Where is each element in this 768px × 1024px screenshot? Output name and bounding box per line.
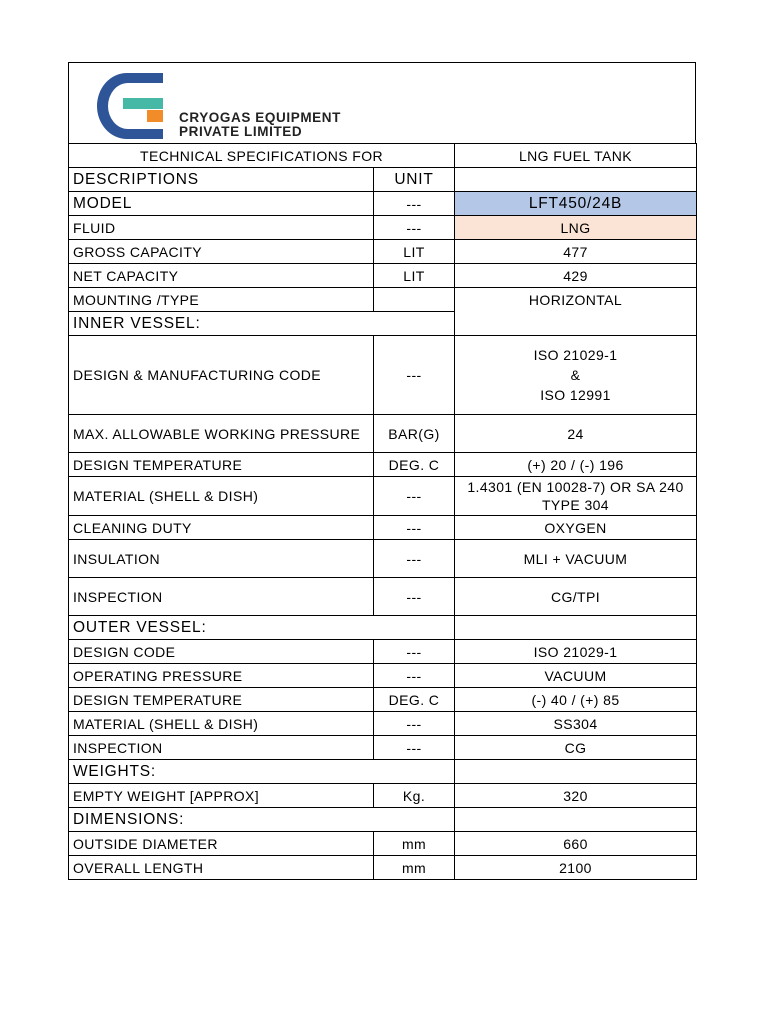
row-label: MATERIAL (SHELL & DISH) <box>69 712 374 736</box>
row-label: DESIGN TEMPERATURE <box>69 688 374 712</box>
company-logo <box>97 73 169 139</box>
row-unit: BAR(G) <box>374 415 455 453</box>
row-value: OXYGEN <box>455 516 697 540</box>
column-header-row <box>69 168 697 192</box>
value-line: TYPE 304 <box>541 497 609 513</box>
row-inner-design-temp <box>69 453 697 477</box>
row-label: NET CAPACITY <box>69 264 374 288</box>
row-unit: --- <box>374 216 455 240</box>
spec-sheet <box>68 62 696 880</box>
row-gross-capacity <box>69 240 697 264</box>
row-label: MATERIAL (SHELL & DISH) <box>69 477 374 516</box>
row-label: CLEANING DUTY <box>69 516 374 540</box>
row-label: MODEL <box>69 192 374 216</box>
row-unit: Kg. <box>374 784 455 808</box>
product-name: LNG FUEL TANK <box>455 144 697 168</box>
row-label: EMPTY WEIGHT [APPROX] <box>69 784 374 808</box>
row-value: HORIZONTAL <box>455 288 697 336</box>
row-unit: --- <box>374 516 455 540</box>
row-unit: --- <box>374 736 455 760</box>
row-label: DESIGN & MANUFACTURING CODE <box>69 336 374 415</box>
row-label: INSPECTION <box>69 578 374 616</box>
row-label: FLUID <box>69 216 374 240</box>
row-value: CG/TPI <box>455 578 697 616</box>
logo-header <box>68 62 696 143</box>
row-unit: mm <box>374 832 455 856</box>
empty-cell <box>455 616 697 640</box>
value-line: 1.4301 (EN 10028-7) OR SA 240 <box>467 479 684 495</box>
row-mounting <box>69 288 697 312</box>
row-value: VACUUM <box>455 664 697 688</box>
value-line: ISO 12991 <box>540 387 611 403</box>
row-value: 2100 <box>455 856 697 880</box>
row-unit: LIT <box>374 240 455 264</box>
row-unit: --- <box>374 664 455 688</box>
row-unit: DEG. C <box>374 453 455 477</box>
row-inner-cleaning <box>69 516 697 540</box>
row-inner-insulation <box>69 540 697 578</box>
row-value: 320 <box>455 784 697 808</box>
section-title: OUTER VESSEL: <box>69 616 455 640</box>
row-outer-material <box>69 712 697 736</box>
row-label: OPERATING PRESSURE <box>69 664 374 688</box>
row-value: 24 <box>455 415 697 453</box>
row-value: CG <box>455 736 697 760</box>
value-line: & <box>570 367 581 383</box>
row-inner-material <box>69 477 697 516</box>
section-weights <box>69 760 697 784</box>
row-outer-design-code <box>69 640 697 664</box>
row-label: OUTSIDE DIAMETER <box>69 832 374 856</box>
row-unit: --- <box>374 540 455 578</box>
empty-cell <box>455 760 697 784</box>
company-name-line2: PRIVATE LIMITED <box>179 124 303 139</box>
row-unit <box>374 288 455 312</box>
title-row <box>69 144 697 168</box>
row-value: SS304 <box>455 712 697 736</box>
row-outer-design-temp <box>69 688 697 712</box>
row-value: (-) 40 / (+) 85 <box>455 688 697 712</box>
row-label: DESIGN TEMPERATURE <box>69 453 374 477</box>
row-inner-mawp <box>69 415 697 453</box>
model-value: LFT450/24B <box>455 192 697 216</box>
spec-title: TECHNICAL SPECIFICATIONS FOR <box>69 144 455 168</box>
row-unit: --- <box>374 640 455 664</box>
row-empty-weight <box>69 784 697 808</box>
row-net-capacity <box>69 264 697 288</box>
row-unit: --- <box>374 192 455 216</box>
row-inner-design-code <box>69 336 697 415</box>
row-label: GROSS CAPACITY <box>69 240 374 264</box>
row-model <box>69 192 697 216</box>
empty-cell <box>455 808 697 832</box>
row-outside-diameter <box>69 832 697 856</box>
section-title: DIMENSIONS: <box>69 808 455 832</box>
row-value: MLI + VACUUM <box>455 540 697 578</box>
row-unit: --- <box>374 712 455 736</box>
row-unit: LIT <box>374 264 455 288</box>
row-overall-length <box>69 856 697 880</box>
row-outer-inspection <box>69 736 697 760</box>
row-value: 429 <box>455 264 697 288</box>
section-title: INNER VESSEL: <box>69 312 455 336</box>
company-name <box>179 111 341 139</box>
section-title: WEIGHTS: <box>69 760 455 784</box>
row-unit: --- <box>374 578 455 616</box>
row-label: MAX. ALLOWABLE WORKING PRESSURE <box>69 415 374 453</box>
company-name-line1: CRYOGAS EQUIPMENT <box>179 110 341 125</box>
row-value <box>455 477 697 516</box>
row-value: 660 <box>455 832 697 856</box>
section-outer-vessel <box>69 616 697 640</box>
row-fluid <box>69 216 697 240</box>
row-outer-operating-pressure <box>69 664 697 688</box>
col-unit-header: UNIT <box>374 168 455 192</box>
row-value: 477 <box>455 240 697 264</box>
row-unit: DEG. C <box>374 688 455 712</box>
row-label: DESIGN CODE <box>69 640 374 664</box>
row-label: MOUNTING /TYPE <box>69 288 374 312</box>
section-dimensions <box>69 808 697 832</box>
row-label: OVERALL LENGTH <box>69 856 374 880</box>
col-description-header: DESCRIPTIONS <box>69 168 374 192</box>
row-unit: mm <box>374 856 455 880</box>
row-label: INSULATION <box>69 540 374 578</box>
row-value: ISO 21029-1 <box>455 640 697 664</box>
row-inner-inspection <box>69 578 697 616</box>
spec-table <box>68 143 697 880</box>
row-unit: --- <box>374 477 455 516</box>
row-label: INSPECTION <box>69 736 374 760</box>
row-value <box>455 336 697 415</box>
row-unit: --- <box>374 336 455 415</box>
value-line: ISO 21029-1 <box>533 347 618 363</box>
col-value-header <box>455 168 697 192</box>
fluid-value: LNG <box>455 216 697 240</box>
row-value: (+) 20 / (-) 196 <box>455 453 697 477</box>
